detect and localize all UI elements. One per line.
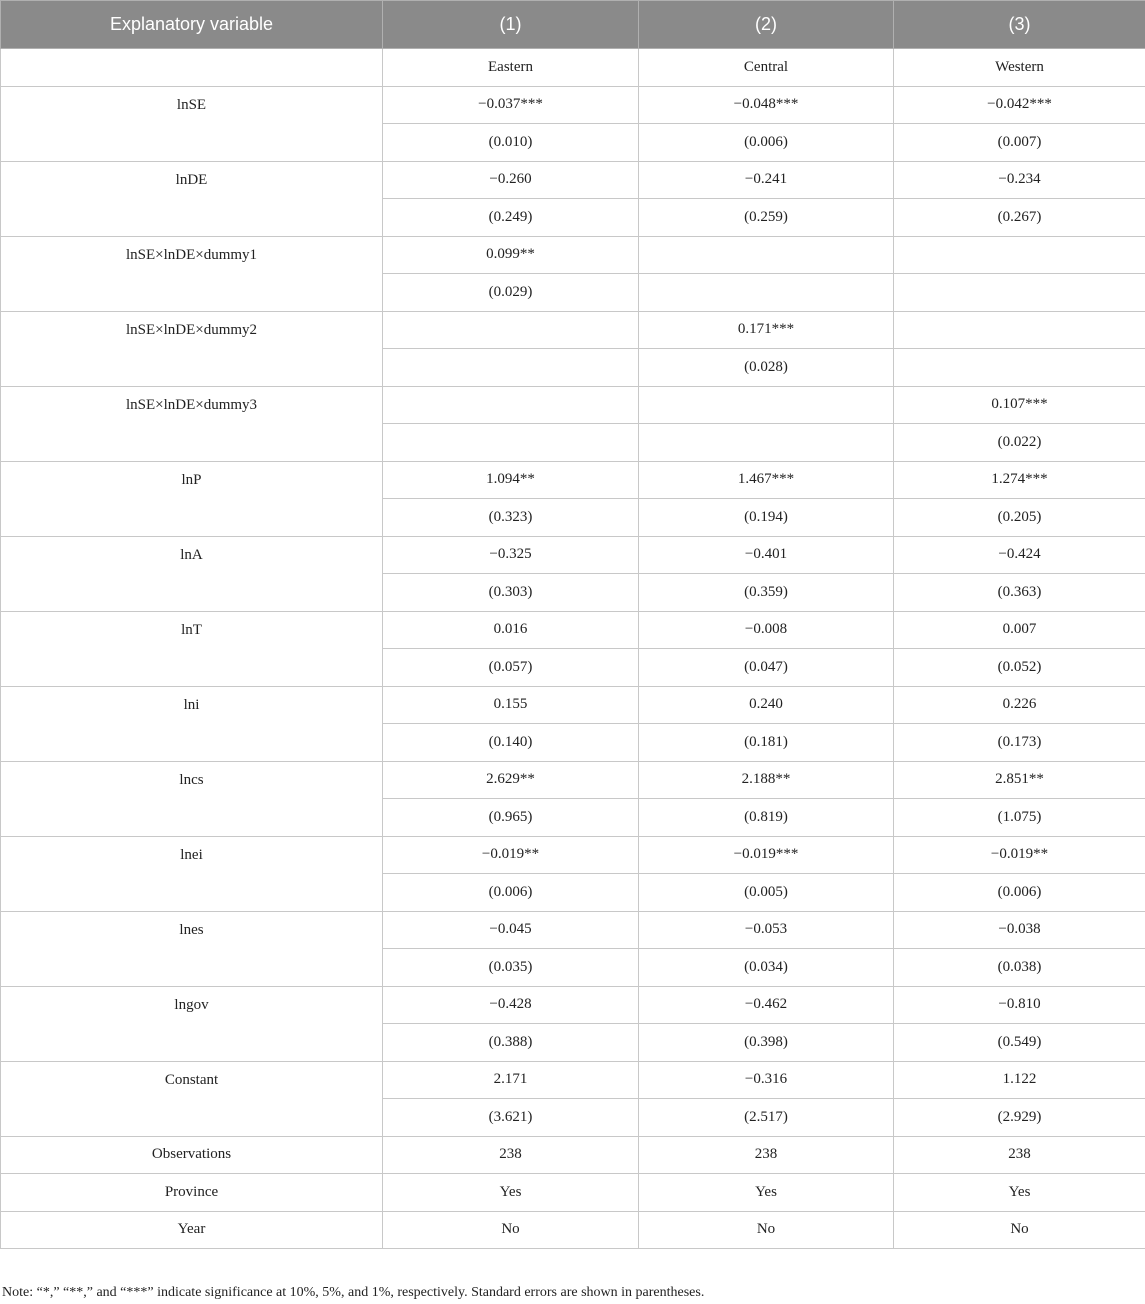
coefficient-cell — [383, 311, 639, 349]
standard-error-cell: (0.028) — [639, 349, 894, 387]
coefficient-cell: −0.019** — [383, 836, 639, 874]
table-row-summary — [1, 1174, 1145, 1212]
subheader-western: Western — [894, 49, 1145, 87]
standard-error-cell — [639, 424, 894, 462]
table-note: Note: “*,” “**,” and “***” indicate significance at 10%, 5%, and 1%, respectively. Standard errors are shown in parentheses. — [2, 1285, 705, 1300]
coefficient-cell: −0.462 — [639, 986, 894, 1024]
standard-error-cell: (0.249) — [383, 199, 639, 237]
table-row-coefficient — [1, 686, 1145, 724]
summary-value: Yes — [894, 1174, 1145, 1212]
summary-value: 238 — [383, 1136, 639, 1174]
coefficient-cell: 1.122 — [894, 1061, 1145, 1099]
coefficient-cell: −0.234 — [894, 161, 1145, 199]
header-column-1: (1) — [383, 1, 639, 49]
standard-error-cell — [383, 349, 639, 387]
coefficient-cell: −0.260 — [383, 161, 639, 199]
standard-error-cell: (0.388) — [383, 1024, 639, 1062]
coefficient-cell: −0.045 — [383, 911, 639, 949]
table-row-coefficient — [1, 536, 1145, 574]
coefficient-cell: 0.226 — [894, 686, 1145, 724]
coefficient-cell: −0.048*** — [639, 86, 894, 124]
table-row-coefficient — [1, 1061, 1145, 1099]
subheader-cell — [1, 49, 383, 87]
standard-error-cell: (0.006) — [383, 874, 639, 912]
variable-name: lngov — [1, 986, 383, 1061]
coefficient-cell: 2.188** — [639, 761, 894, 799]
coefficient-cell: −0.019*** — [639, 836, 894, 874]
table-row-coefficient — [1, 311, 1145, 349]
standard-error-cell: (2.929) — [894, 1099, 1145, 1137]
standard-error-cell — [894, 274, 1145, 312]
variable-name: lni — [1, 686, 383, 761]
coefficient-cell: −0.424 — [894, 536, 1145, 574]
coefficient-cell: 0.107*** — [894, 386, 1145, 424]
standard-error-cell: (0.173) — [894, 724, 1145, 762]
standard-error-cell: (0.303) — [383, 574, 639, 612]
standard-error-cell: (3.621) — [383, 1099, 639, 1137]
coefficient-cell: 0.171*** — [639, 311, 894, 349]
coefficient-cell: 0.016 — [383, 611, 639, 649]
table-row-coefficient — [1, 761, 1145, 799]
standard-error-cell: (0.359) — [639, 574, 894, 612]
coefficient-cell: 0.155 — [383, 686, 639, 724]
variable-name: lnSE — [1, 86, 383, 161]
summary-value: Yes — [639, 1174, 894, 1212]
variable-name: lnes — [1, 911, 383, 986]
coefficient-cell: −0.316 — [639, 1061, 894, 1099]
coefficient-cell — [894, 311, 1145, 349]
variable-name: lnP — [1, 461, 383, 536]
coefficient-cell: −0.053 — [639, 911, 894, 949]
header-explanatory-variable: Explanatory variable — [1, 1, 383, 49]
header-row — [1, 1, 1145, 49]
variable-name: lnDE — [1, 161, 383, 236]
standard-error-cell: (0.047) — [639, 649, 894, 687]
coefficient-cell: −0.325 — [383, 536, 639, 574]
standard-error-cell: (0.205) — [894, 499, 1145, 537]
summary-label: Observations — [1, 1136, 383, 1174]
standard-error-cell: (0.819) — [639, 799, 894, 837]
variable-name: lnA — [1, 536, 383, 611]
table-row-coefficient — [1, 86, 1145, 124]
table-row-coefficient — [1, 611, 1145, 649]
coefficient-cell: 2.171 — [383, 1061, 639, 1099]
standard-error-cell: (0.140) — [383, 724, 639, 762]
standard-error-cell: (0.034) — [639, 949, 894, 987]
standard-error-cell: (0.010) — [383, 124, 639, 162]
variable-name: lnSE×lnDE×dummy2 — [1, 311, 383, 386]
subheader-eastern: Eastern — [383, 49, 639, 87]
coefficient-cell: −0.810 — [894, 986, 1145, 1024]
summary-value: No — [639, 1211, 894, 1249]
coefficient-cell: 0.240 — [639, 686, 894, 724]
standard-error-cell: (0.022) — [894, 424, 1145, 462]
summary-value: No — [894, 1211, 1145, 1249]
coefficient-cell: 1.467*** — [639, 461, 894, 499]
table-body — [1, 49, 1145, 1249]
standard-error-cell: (0.006) — [894, 874, 1145, 912]
standard-error-cell: (0.057) — [383, 649, 639, 687]
standard-error-cell — [383, 424, 639, 462]
table-row-coefficient — [1, 386, 1145, 424]
standard-error-cell — [639, 274, 894, 312]
standard-error-cell: (0.052) — [894, 649, 1145, 687]
coefficient-cell: −0.042*** — [894, 86, 1145, 124]
coefficient-cell: −0.038 — [894, 911, 1145, 949]
coefficient-cell: 0.099** — [383, 236, 639, 274]
standard-error-cell: (1.075) — [894, 799, 1145, 837]
table-row-summary — [1, 1211, 1145, 1249]
standard-error-cell: (0.029) — [383, 274, 639, 312]
coefficient-cell — [639, 386, 894, 424]
variable-name: lnT — [1, 611, 383, 686]
coefficient-cell: −0.241 — [639, 161, 894, 199]
summary-value: No — [383, 1211, 639, 1249]
coefficient-cell: 1.094** — [383, 461, 639, 499]
standard-error-cell: (0.267) — [894, 199, 1145, 237]
variable-name: lnSE×lnDE×dummy3 — [1, 386, 383, 461]
table-row-coefficient — [1, 461, 1145, 499]
coefficient-cell: −0.401 — [639, 536, 894, 574]
table-header — [1, 1, 1145, 49]
coefficient-cell: −0.037*** — [383, 86, 639, 124]
standard-error-cell — [894, 349, 1145, 387]
table-row-coefficient — [1, 986, 1145, 1024]
coefficient-cell — [639, 236, 894, 274]
standard-error-cell: (0.035) — [383, 949, 639, 987]
standard-error-cell: (0.398) — [639, 1024, 894, 1062]
standard-error-cell: (0.965) — [383, 799, 639, 837]
standard-error-cell: (0.181) — [639, 724, 894, 762]
table-row-coefficient — [1, 236, 1145, 274]
variable-name: lnei — [1, 836, 383, 911]
table-row-coefficient — [1, 161, 1145, 199]
subheader-central: Central — [639, 49, 894, 87]
table-row-coefficient — [1, 836, 1145, 874]
coefficient-cell: 2.629** — [383, 761, 639, 799]
summary-label: Province — [1, 1174, 383, 1212]
standard-error-cell: (0.549) — [894, 1024, 1145, 1062]
standard-error-cell: (0.005) — [639, 874, 894, 912]
header-column-3: (3) — [894, 1, 1145, 49]
table-row-coefficient — [1, 911, 1145, 949]
standard-error-cell: (0.038) — [894, 949, 1145, 987]
standard-error-cell: (2.517) — [639, 1099, 894, 1137]
header-column-2: (2) — [639, 1, 894, 49]
coefficient-cell — [383, 386, 639, 424]
variable-name: lnSE×lnDE×dummy1 — [1, 236, 383, 311]
table-row-summary — [1, 1136, 1145, 1174]
summary-value: 238 — [894, 1136, 1145, 1174]
standard-error-cell: (0.363) — [894, 574, 1145, 612]
coefficient-cell: 1.274*** — [894, 461, 1145, 499]
standard-error-cell: (0.259) — [639, 199, 894, 237]
standard-error-cell: (0.323) — [383, 499, 639, 537]
coefficient-cell: −0.428 — [383, 986, 639, 1024]
standard-error-cell: (0.194) — [639, 499, 894, 537]
subheader-row — [1, 49, 1145, 87]
coefficient-cell: −0.019** — [894, 836, 1145, 874]
variable-name: lncs — [1, 761, 383, 836]
coefficient-cell: −0.008 — [639, 611, 894, 649]
standard-error-cell: (0.006) — [639, 124, 894, 162]
variable-name: Constant — [1, 1061, 383, 1136]
coefficient-cell: 0.007 — [894, 611, 1145, 649]
coefficient-cell — [894, 236, 1145, 274]
coefficient-cell: 2.851** — [894, 761, 1145, 799]
standard-error-cell: (0.007) — [894, 124, 1145, 162]
summary-value: Yes — [383, 1174, 639, 1212]
summary-value: 238 — [639, 1136, 894, 1174]
summary-label: Year — [1, 1211, 383, 1249]
